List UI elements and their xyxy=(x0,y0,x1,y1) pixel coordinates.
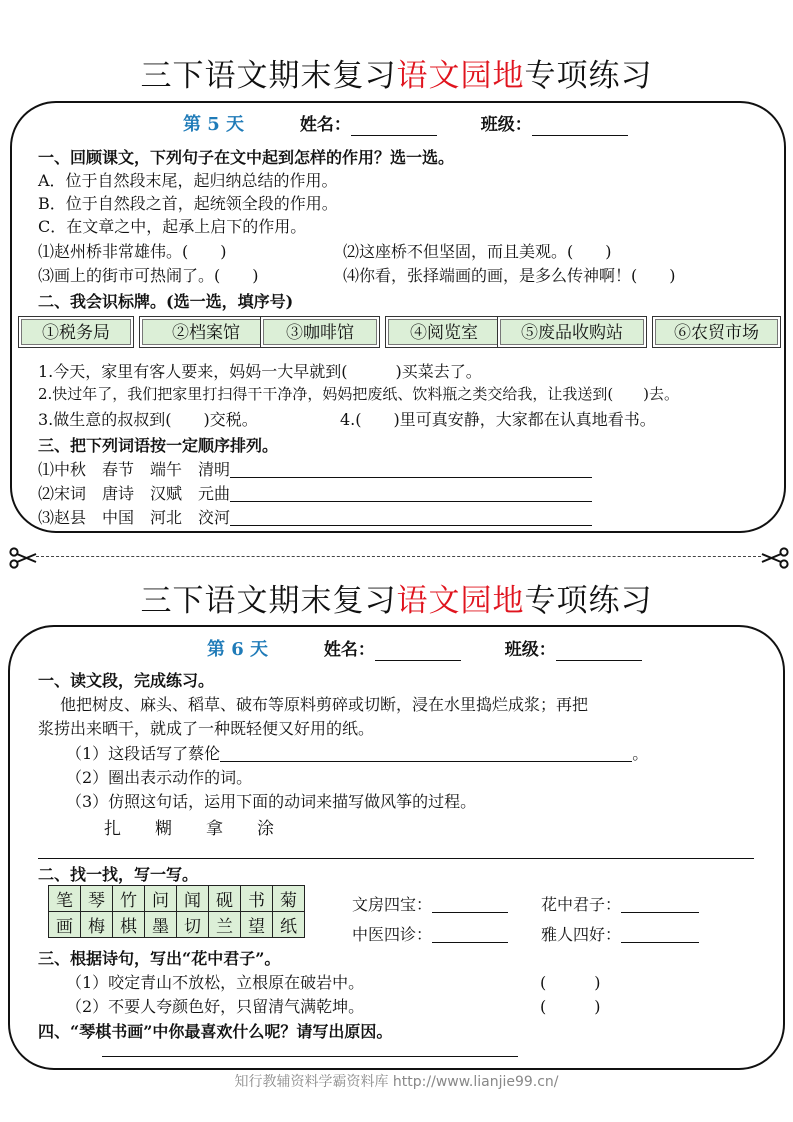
answer-line[interactable] xyxy=(230,459,592,478)
verbs-list: 扎 糊 拿 涂 xyxy=(104,819,274,839)
day-label: 第 5 天 xyxy=(183,114,245,135)
category-four-gentlemen: 花中君子： xyxy=(541,892,699,915)
section-heading: 二、找一找，写一写。 xyxy=(38,865,199,884)
page-title-day5: 三下语文期末复习语文园地专项练习 xyxy=(140,58,653,94)
passage-line-2: 浆捞出来晒干，就成了一种既轻便又好用的纸。 xyxy=(38,719,375,738)
grid-cell[interactable]: 闻 xyxy=(177,886,209,912)
question-2: （2）圈出表示动作的词。 xyxy=(66,768,253,787)
grid-cell[interactable]: 砚 xyxy=(209,886,241,912)
option-c: C．在文章之中，起承上启下的作用。 xyxy=(38,217,307,236)
category-four-treasures: 文房四宝： xyxy=(352,892,508,915)
option-b: B．位于自然段之首，起统领全段的作用。 xyxy=(38,194,338,213)
answer-line[interactable] xyxy=(102,1056,518,1057)
grid-cell[interactable]: 书 xyxy=(241,886,273,912)
day-label: 第 6 天 xyxy=(207,639,269,660)
answer-line[interactable] xyxy=(621,924,699,943)
answer-line[interactable] xyxy=(432,924,508,943)
grid-cell[interactable]: 菊 xyxy=(273,886,305,912)
poem-line-1: （1）咬定青山不放松，立根原在破岩中。 xyxy=(66,973,365,992)
grid-cell[interactable]: 望 xyxy=(241,912,273,938)
section-heading: 三、根据诗句，写出“花中君子”。 xyxy=(38,949,281,968)
fill-sentence-2[interactable]: 2.快过年了，我们把家里打扫得干干净净，妈妈把废纸、饮料瓶之类交给我，让我送到( )去。 xyxy=(38,385,680,403)
page-title-day6: 三下语文期末复习语文园地专项练习 xyxy=(140,583,653,619)
poem-line-2: （2）不要人夸颜色好，只留清气满乾坤。 xyxy=(66,997,365,1016)
order-item-3: ⑶赵县 中国 河北 洨河 xyxy=(38,505,592,528)
header-day6: 第 6 天 姓名： 班级： xyxy=(207,635,642,661)
grid-cell[interactable]: 墨 xyxy=(145,912,177,938)
section-heading: 一、回顾课文，下列句子在文中起到怎样的作用？选一选。 xyxy=(38,148,455,167)
grid-cell[interactable]: 琴 xyxy=(81,886,113,912)
answer-line[interactable] xyxy=(230,507,592,526)
dashed-divider xyxy=(36,556,761,557)
answer-line[interactable] xyxy=(432,894,508,913)
name-field[interactable] xyxy=(375,640,461,661)
scissors-icon xyxy=(8,547,38,569)
fill-sentence-4[interactable]: 4.( )里可真安静，大家都在认真地看书。 xyxy=(340,410,656,429)
fill-sentence-1[interactable]: 1.今天，家里有客人要来，妈妈一大早就到( )买菜去了。 xyxy=(38,362,482,381)
section-heading: 二、我会识标牌。(选一选，填序号) xyxy=(38,292,294,311)
question-3: （3）仿照这句话，运用下面的动词来描写做风筝的过程。 xyxy=(66,792,477,811)
sign-tax-bureau: ①税务局 xyxy=(18,316,134,348)
cut-line xyxy=(0,545,793,569)
question-2[interactable]: ⑵这座桥不但坚固，而且美观。( ) xyxy=(343,242,612,261)
grid-cell[interactable]: 竹 xyxy=(113,886,145,912)
question-1[interactable]: ⑴赵州桥非常雄伟。( ) xyxy=(38,242,227,261)
section-heading: 四、“琴棋书画”中你最喜欢什么呢？请写出原因。 xyxy=(38,1022,393,1041)
footer-watermark: 知行教辅资料学霸资料库 http://www.lianjie99.cn/ xyxy=(234,1074,559,1090)
grid-cell[interactable]: 笔 xyxy=(49,886,81,912)
grid-cell[interactable]: 问 xyxy=(145,886,177,912)
category-four-diagnostics: 中医四诊： xyxy=(352,922,508,945)
sign-reading-room: ④阅览室 xyxy=(385,316,503,348)
answer-line[interactable] xyxy=(230,483,592,502)
header-day5: 第 5 天 姓名： 班级： xyxy=(183,110,628,136)
grid-cell[interactable]: 纸 xyxy=(273,912,305,938)
class-field[interactable] xyxy=(556,640,642,661)
answer-paren[interactable]: ( ) xyxy=(540,997,601,1016)
grid-cell[interactable]: 切 xyxy=(177,912,209,938)
scissors-icon xyxy=(760,547,790,569)
answer-line[interactable] xyxy=(621,894,699,913)
grid-cell[interactable]: 棋 xyxy=(113,912,145,938)
section-heading: 一、读文段，完成练习。 xyxy=(38,671,215,690)
question-3[interactable]: ⑶画上的街市可热闹了。( ) xyxy=(38,266,259,285)
character-grid xyxy=(48,885,305,938)
sign-row xyxy=(18,314,783,352)
section-heading: 三、把下列词语按一定顺序排列。 xyxy=(38,436,279,455)
category-four-arts: 雅人四好： xyxy=(541,922,699,945)
class-field[interactable] xyxy=(532,115,628,136)
answer-paren[interactable]: ( ) xyxy=(540,973,601,992)
order-item-1: ⑴中秋 春节 端午 清明 xyxy=(38,457,592,480)
grid-cell[interactable]: 兰 xyxy=(209,912,241,938)
sign-archives: ②档案馆 xyxy=(139,316,273,348)
sign-farmers-market: ⑥农贸市场 xyxy=(652,316,781,348)
answer-line[interactable] xyxy=(220,743,632,762)
answer-line[interactable] xyxy=(38,858,754,859)
sign-recycling-station: ⑤废品收购站 xyxy=(497,316,647,348)
passage-line-1: 他把树皮、麻头、稻草、破布等原料剪碎或切断，浸在水里捣烂成浆；再把 xyxy=(60,695,589,714)
fill-sentence-3[interactable]: 3.做生意的叔叔到( )交税。 xyxy=(38,410,258,429)
grid-cell[interactable]: 梅 xyxy=(81,912,113,938)
option-a: A．位于自然段末尾，起归纳总结的作用。 xyxy=(38,171,338,190)
question-1: （1）这段话写了蔡伦 。 xyxy=(66,744,649,763)
grid-cell[interactable]: 画 xyxy=(49,912,81,938)
name-field[interactable] xyxy=(351,115,437,136)
question-4[interactable]: ⑷你看，张择端画的画，是多么传神啊！( ) xyxy=(343,266,676,285)
sign-cafe: ③咖啡馆 xyxy=(260,316,380,348)
order-item-2: ⑵宋词 唐诗 汉赋 元曲 xyxy=(38,481,592,504)
